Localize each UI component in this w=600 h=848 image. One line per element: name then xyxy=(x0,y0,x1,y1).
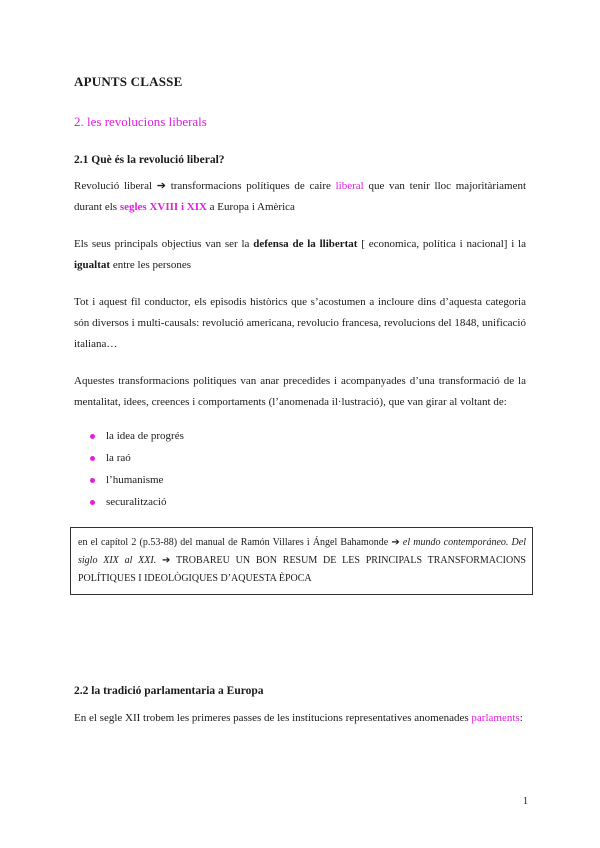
text-run: ➔ TROBAREU UN BON RESUM DE LES PRINCIPALS TRANSFORMACIONS POLÍTIQUES I IDEOLÒGIQUES D’AQUESTA ÈPOCA xyxy=(78,555,526,584)
text-run: : xyxy=(519,712,523,724)
list-item-label: securalització xyxy=(106,496,167,508)
bullet-icon xyxy=(90,456,95,461)
paragraph-revolucio-liberal xyxy=(74,176,526,218)
emphasis-igualtat: igualtat xyxy=(74,259,111,271)
list-item-label: la idea de progrés xyxy=(106,430,184,442)
section-heading: 2. les revolucions liberals xyxy=(74,114,207,129)
list-item xyxy=(74,469,474,491)
reference-box xyxy=(70,527,533,595)
bullet-icon xyxy=(90,500,95,505)
book-title: el mundo contemporáneo. Del siglo XIX al XXI. xyxy=(78,537,526,566)
document-title: APUNTS CLASSE xyxy=(74,74,183,89)
text-run: [ economica, política i nacional] i la xyxy=(357,238,526,250)
paragraph-transformacions: Aquestes transformacions politiques van anar precedides i acompanyades d’una transformació de la mentalitat, idees, creences i comportaments (l’anomenada il·lustració), que van girar al voltant de: xyxy=(74,375,526,408)
text-run: que van tenir lloc majoritàriament durant els xyxy=(74,180,527,213)
paragraph-objectius xyxy=(74,234,526,276)
list-item xyxy=(74,447,474,469)
list-item xyxy=(74,425,474,447)
list-item-label: l’humanisme xyxy=(106,474,164,486)
bullet-icon xyxy=(90,434,95,439)
subsection-heading-2-1: 2.1 Què és la revolució liberal? xyxy=(74,154,225,166)
paragraph-segle-xii xyxy=(74,708,526,729)
highlight-parlaments: parlaments xyxy=(471,712,520,724)
bullet-icon xyxy=(90,478,95,483)
emphasis-llibertat: defensa de la llibertat xyxy=(253,238,358,250)
text-run: a Europa i Amèrica xyxy=(206,201,295,213)
subsection-heading-2-2: 2.2 la tradició parlamentaria a Europa xyxy=(74,685,264,697)
text-run: Revolució liberal ➔ transformacions polítiques de caire xyxy=(74,180,336,192)
list-item xyxy=(74,491,474,513)
text-run: en el capítol 2 (p.53-88) del manual de Ramón Villares i Ángel Bahamonde ➔ xyxy=(78,537,403,548)
page-number: 1 xyxy=(523,796,528,807)
paragraph-fil-conductor: Tot i aquest fil conductor, els episodis històrics que s’acostumen a incloure dins d’aquesta categoria són diversos i multi-causals: revolució americana, revolucio francesa, revolucions del 1848, unificació italiana… xyxy=(74,296,526,350)
bullet-list xyxy=(74,425,474,513)
text-run: Els seus principals objectius van ser la xyxy=(74,238,254,250)
highlight-liberal: liberal xyxy=(335,180,364,192)
text-run: entre les persones xyxy=(110,259,192,271)
highlight-segles: segles XVIII i XIX xyxy=(119,201,207,213)
text-run: En el segle XII trobem les primeres passes de les institucions representatives anomenades xyxy=(74,712,472,724)
list-item-label: la raó xyxy=(106,452,131,464)
